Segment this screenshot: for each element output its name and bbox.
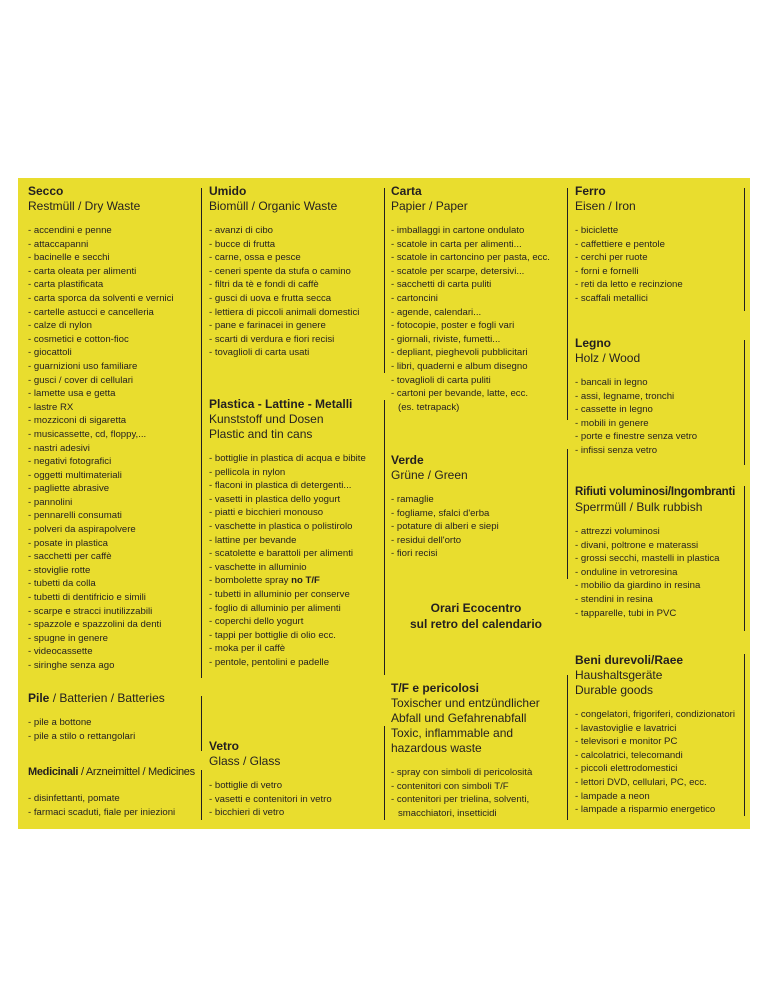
ecocentro-note [391,600,561,632]
list-item: - carta plastificata [28,278,198,292]
list-item: - attrezzi voluminosi [575,525,750,539]
ecocentro-title: Orari Ecocentro [430,601,522,615]
list-item: - fiori recisi [391,547,566,561]
list-item: - tubetti in alluminio per conserve [209,588,384,602]
list-item: - filtri da tè e fondi di caffè [209,278,384,292]
list-item: - biciclette [575,224,745,238]
list-item: - divani, poltrone e materassi [575,539,750,553]
list-item: - scatole in cartoncino per pasta, ecc. [391,251,566,265]
list-item: - mobilio da giardino in resina [575,579,750,593]
list-item: - tovaglioli di carta puliti [391,374,566,388]
list-item: - pennarelli consumati [28,509,198,523]
list-item: - cassette in legno [575,403,745,417]
list-item: - farmaci scaduti, fiale per iniezioni [28,806,203,820]
list-item: - bicchieri di vetro [209,806,384,820]
list-item: - reti da letto e recinzione [575,278,745,292]
list-item: - gusci / cover di cellulari [28,374,198,388]
list-item: - gusci di uova e frutta secca [209,292,384,306]
divider [744,654,745,816]
list-item-continued: (es. tetrapack) [398,401,460,413]
list-item: - oggetti multimateriali [28,469,198,483]
pile-heading [28,691,203,706]
list-item: - carta oleata per alimenti [28,265,198,279]
list-item: - cartoncini [391,292,566,306]
list-item: - ceneri spente da stufa o camino [209,265,384,279]
divider [201,770,202,820]
secco-title: Secco [28,184,64,198]
list-item: - pile a bottone [28,716,203,730]
waste-guide-poster [18,178,750,829]
list-item-continued: smacchiatori, insetticidi [398,807,497,819]
tf-subtitle-de-2: Abfall und Gefahrenabfall [391,711,527,725]
list-item: - lettiera di piccoli animali domestici [209,306,384,320]
section-plastica [209,397,384,670]
medicinali-heading [28,765,203,780]
list-item: - contenitori per trielina, solventi, [391,793,566,807]
plastica-subtitle-en: Plastic and tin cans [209,427,313,441]
list-item: - assi, legname, tronchi [575,390,745,404]
vetro-list [209,779,384,820]
section-medicinali [28,765,203,819]
list-item: - musicassette, cd, floppy,... [28,428,198,442]
list-item: - foglio di alluminio per alimenti [209,602,384,616]
list-item: - scatolette e barattoli per alimenti [209,547,384,561]
list-item: - pile a stilo o rettangolari [28,730,203,744]
list-item: - pannolini [28,496,198,510]
list-item: - contenitori con simboli T/F [391,780,566,794]
tf-subtitle-en-2: hazardous waste [391,741,482,755]
list-item: - vaschette in alluminio [209,561,384,575]
divider [567,449,568,579]
divider [744,486,745,631]
list-item: - bacinelle e secchi [28,251,198,265]
verde-list [391,493,566,561]
list-item: - onduline in vetroresina [575,566,750,580]
list-item: - televisori e monitor PC [575,735,745,749]
list-item: - forni e fornelli [575,265,745,279]
section-secco [28,184,198,673]
umido-subtitle: Biomüll / Organic Waste [209,199,338,213]
vetro-subtitle: Glass / Glass [209,754,281,768]
list-item: - cosmetici e cotton-fioc [28,333,198,347]
tf-title: T/F e pericolosi [391,681,480,695]
divider [384,726,385,820]
list-item: - lettori DVD, cellulari, PC, ecc. [575,776,745,790]
tf-subtitle-en-1: Toxic, inflammable and [391,726,514,740]
list-item: - moka per il caffè [209,642,384,656]
ferro-list [575,224,745,306]
legno-subtitle: Holz / Wood [575,351,641,365]
list-item: - caffettiere e pentole [575,238,745,252]
section-ingombranti [575,485,750,620]
list-item: - bottiglie in plastica di acqua e bibite [209,452,384,466]
vetro-title: Vetro [209,739,240,753]
list-item: - videocassette [28,645,198,659]
list-item: - cartoni per bevande, latte, ecc. [391,387,566,401]
section-pile [28,691,203,743]
list-item: - scatole in carta per alimenti... [391,238,566,252]
list-item: - giocattoli [28,346,198,360]
ingombranti-subtitle: Sperrmüll / Bulk rubbish [575,500,703,514]
list-item: - congelatori, frigoriferi, condizionatori [575,708,745,722]
section-carta [391,184,566,414]
ingombranti-list [575,525,750,620]
legno-list [575,376,745,458]
divider [384,400,385,675]
list-item: - stendini in resina [575,593,750,607]
list-item: - nastri adesivi [28,442,198,456]
list-item: - avanzi di cibo [209,224,384,238]
durevoli-title: Beni durevoli/Raee [575,653,684,667]
divider [567,188,568,420]
list-item: - pentole, pentolini e padelle [209,656,384,670]
pile-title: Pile [28,691,50,705]
list-item: - spugne in genere [28,632,198,646]
section-durevoli [575,653,745,817]
list-item: - mobili in genere [575,417,745,431]
section-legno [575,336,745,458]
carta-subtitle: Papier / Paper [391,199,468,213]
list-item: - flaconi in plastica di detergenti... [209,479,384,493]
list-item: - fotocopie, poster e fogli vari [391,319,566,333]
list-item: - spazzole e spazzolini da denti [28,618,198,632]
section-vetro [209,739,384,820]
list-item: - grossi secchi, mastelli in plastica [575,552,750,566]
list-item: - carta sporca da solventi e vernici [28,292,198,306]
medicinali-subtitle: / Arzneimittel / Medicines [80,766,195,778]
list-item: - lavastoviglie e lavatrici [575,722,745,736]
list-item: - scarti di verdura e fiori recisi [209,333,384,347]
section-verde [391,453,566,561]
list-item: - mozziconi di sigaretta [28,414,198,428]
list-item: - potature di alberi e siepi [391,520,566,534]
list-item: - calcolatrici, telecomandi [575,749,745,763]
divider [201,188,202,678]
list-item: - tovaglioli di carta usati [209,346,384,360]
plastica-list [209,452,384,670]
plastica-title: Plastica - Lattine - Metalli [209,397,353,411]
list-item: - attaccapanni [28,238,198,252]
list-item: - guarnizioni uso familiare [28,360,198,374]
list-item: - tubetti di dentifricio e simili [28,591,198,605]
list-item: - calze di nylon [28,319,198,333]
list-item: - tapparelle, tubi in PVC [575,607,750,621]
list-item: - libri, quaderni e album disegno [391,360,566,374]
list-item: - vaschette in plastica o polistirolo [209,520,384,534]
medicinali-title: Medicinali [28,766,79,778]
umido-title: Umido [209,184,247,198]
list-item: - infissi senza vetro [575,444,745,458]
list-item: - spray con simboli di pericolosità [391,766,566,780]
list-item: - carne, ossa e pesce [209,251,384,265]
ferro-subtitle: Eisen / Iron [575,199,636,213]
ecocentro-subtitle: sul retro del calendario [409,617,543,631]
list-item: - residui dell'orto [391,534,566,548]
list-item: - piccoli elettrodomestici [575,762,745,776]
list-item: - polveri da aspirapolvere [28,523,198,537]
ingombranti-title: Rifiuti voluminosi/Ingombranti [575,486,736,498]
list-item: - tappi per bottiglie di olio ecc. [209,629,384,643]
list-item: - porte e finestre senza vetro [575,430,745,444]
list-item: - sacchetti per caffè [28,550,198,564]
verde-subtitle: Grüne / Green [391,468,468,482]
list-item: - lampade a neon [575,790,745,804]
divider [201,696,202,751]
list-item: - siringhe senza ago [28,659,198,673]
list-item: - scarpe e stracci inutilizzabili [28,605,198,619]
spray-text: bombolette spray [214,575,292,587]
list-item: - bancali in legno [575,376,745,390]
divider [384,188,385,373]
divider [567,675,568,820]
list-item: - pellicola in nylon [209,466,384,480]
tf-subtitle-de-1: Toxischer und entzündlicher [391,696,540,710]
list-item: - imballaggi in cartone ondulato [391,224,566,238]
list-item: - piatti e bicchieri monouso [209,506,384,520]
list-item: - scatole per scarpe, detersivi... [391,265,566,279]
tf-list [391,766,566,820]
pile-subtitle: / Batterien / Batteries [52,691,165,705]
list-item: - disinfettanti, pomate [28,792,203,806]
durevoli-subtitle-en: Durable goods [575,683,654,697]
list-item: - bucce di frutta [209,238,384,252]
list-item: - stoviglie rotte [28,564,198,578]
list-item: - pagliette abrasive [28,482,198,496]
list-item: - sacchetti di carta puliti [391,278,566,292]
section-umido [209,184,384,360]
section-tf [391,681,566,820]
list-item: - posate in plastica [28,537,198,551]
list-item: - depliant, pieghevoli pubblicitari [391,346,566,360]
list-item: - bottiglie di vetro [209,779,384,793]
legno-title: Legno [575,336,611,350]
list-item [209,574,384,588]
divider [744,340,745,465]
list-item: - negativi fotografici [28,455,198,469]
list-item: - agende, calendari... [391,306,566,320]
list-item: - fogliame, sfalci d'erba [391,507,566,521]
divider [744,188,745,311]
medicinali-list [28,792,203,819]
list-item: - lattine per bevande [209,534,384,548]
secco-subtitle: Restmüll / Dry Waste [28,199,141,213]
list-item: - pane e farinacei in genere [209,319,384,333]
list-item: - scaffali metallici [575,292,745,306]
list-item: - cerchi per ruote [575,251,745,265]
list-item: - lampade a risparmio energetico [575,803,745,817]
list-item: - vasetti in plastica dello yogurt [209,493,384,507]
list-item: - accendini e penne [28,224,198,238]
section-ferro [575,184,745,306]
pile-list [28,716,203,743]
plastica-subtitle-de: Kunststoff und Dosen [209,412,324,426]
ferro-title: Ferro [575,184,606,198]
list-item: - tubetti da colla [28,577,198,591]
carta-list [391,224,566,414]
list-item: - lamette usa e getta [28,387,198,401]
list-item: - giornali, riviste, fumetti... [391,333,566,347]
list-item: - coperchi dello yogurt [209,615,384,629]
durevoli-list [575,708,745,817]
durevoli-subtitle-de: Haushaltsgeräte [575,668,663,682]
list-item: - ramaglie [391,493,566,507]
list-item: - vasetti e contenitori in vetro [209,793,384,807]
carta-title: Carta [391,184,422,198]
umido-list [209,224,384,360]
spray-warning: no T/F [291,575,320,587]
list-item: - cartelle astucci e cancelleria [28,306,198,320]
list-item: - lastre RX [28,401,198,415]
secco-list [28,224,198,673]
verde-title: Verde [391,453,424,467]
